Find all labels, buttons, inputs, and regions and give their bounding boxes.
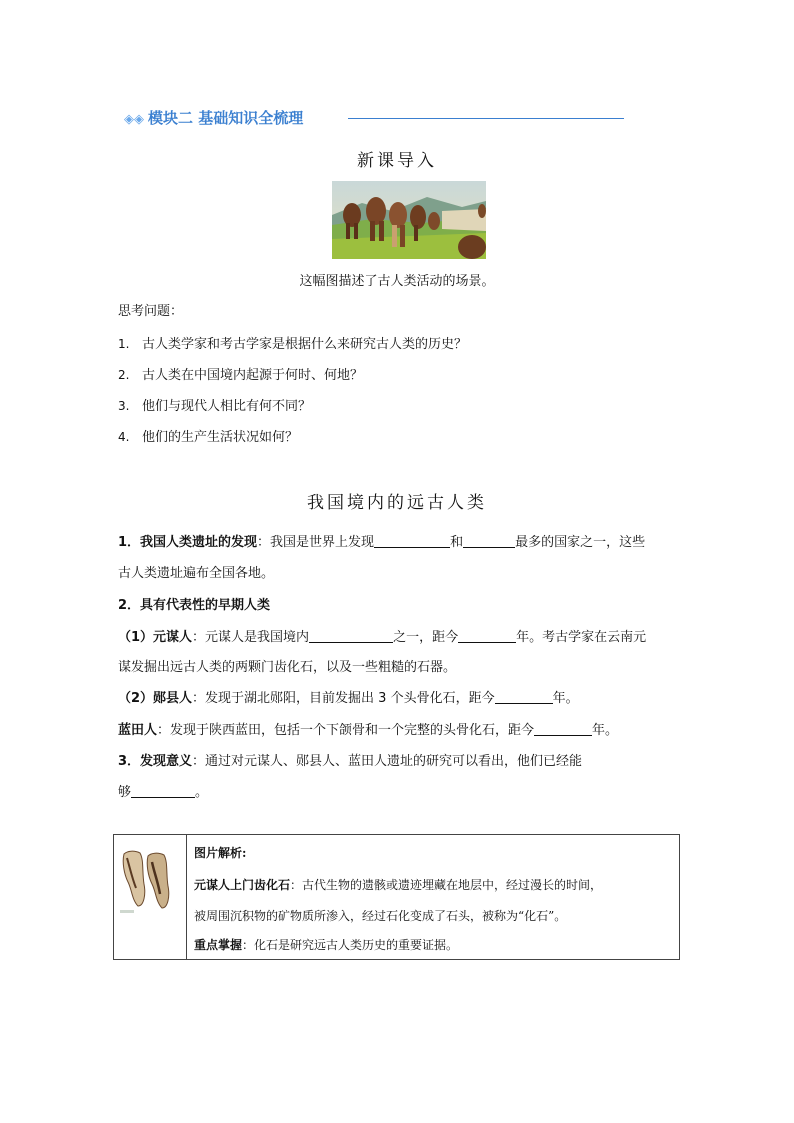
analysis-heading: 图片解析: <box>194 846 247 860</box>
lantian-line: 蓝田人：发现于陕西蓝田，包括一个下颌骨和一个完整的头骨化石，距今 年。 <box>118 723 619 738</box>
module-title: ◈◈ 模块二 基础知识全梳理 <box>124 109 304 127</box>
question-item: 2. 古人类在中国境内起源于何时、何地？ <box>118 368 364 383</box>
yunxian-line: （2）郧县人：发现于湖北郧阳，目前发掘出 3 个头骨化石，距今 年。 <box>118 691 579 706</box>
question-item: 1. 古人类学家和考古学家是根据什么来研究古人类的历史？ <box>118 337 468 352</box>
item1-line1: 1．我国人类遗址的发现：我国是世界上发现 和 最多的国家之一，这些 <box>118 535 646 550</box>
fill-blank[interactable] <box>534 722 592 736</box>
analysis-line1: 元谋人上门齿化石：古代生物的遗骸或遗迹埋藏在地层中，经过漫长的时间， <box>194 878 603 892</box>
question-item: 3. 他们与现代人相比有何不同？ <box>118 399 312 414</box>
fill-blank[interactable] <box>458 629 516 643</box>
item2-label: 2．具有代表性的早期人类 <box>118 598 271 613</box>
item1-line2: 古人类遗址遍布全国各地。 <box>118 566 275 581</box>
fill-blank[interactable] <box>463 534 515 548</box>
ancient-humans-scene-image <box>332 181 486 259</box>
fill-blank[interactable] <box>374 534 450 548</box>
item3-line2: 够 。 <box>118 785 209 800</box>
section-title-ancient-humans: 我国境内的远古人类 <box>307 493 487 513</box>
analysis-key-point: 重点掌握：化石是研究远古人类历史的重要证据。 <box>194 938 459 952</box>
module-title-rule <box>348 118 624 119</box>
fill-blank[interactable] <box>309 629 393 643</box>
incisor-fossil-image <box>118 848 174 916</box>
double-diamond-icon: ◈◈ <box>124 112 144 127</box>
fill-blank[interactable] <box>495 690 553 704</box>
yuanmou-line2: 谋发掘出远古人类的两颗门齿化石，以及一些粗糙的石器。 <box>118 660 457 675</box>
fill-blank[interactable] <box>131 784 195 798</box>
picture-analysis-divider <box>186 834 187 960</box>
analysis-line2: 被周围沉积物的矿物质所渗入，经过石化变成了石头，被称为“化石”。 <box>194 909 567 923</box>
image-caption: 这幅图描述了古人类活动的场景。 <box>299 274 495 289</box>
item3-line1: 3．发现意义：通过对元谋人、郧县人、蓝田人遗址的研究可以看出，他们已经能 <box>118 754 583 769</box>
questions-label: 思考问题： <box>118 304 184 319</box>
question-item: 4. 他们的生产生活状况如何？ <box>118 430 299 445</box>
section-title-intro: 新课导入 <box>357 151 437 171</box>
yuanmou-line1: （1）元谋人：元谋人是我国境内 之一，距今 年。考古学家在云南元 <box>118 630 647 645</box>
